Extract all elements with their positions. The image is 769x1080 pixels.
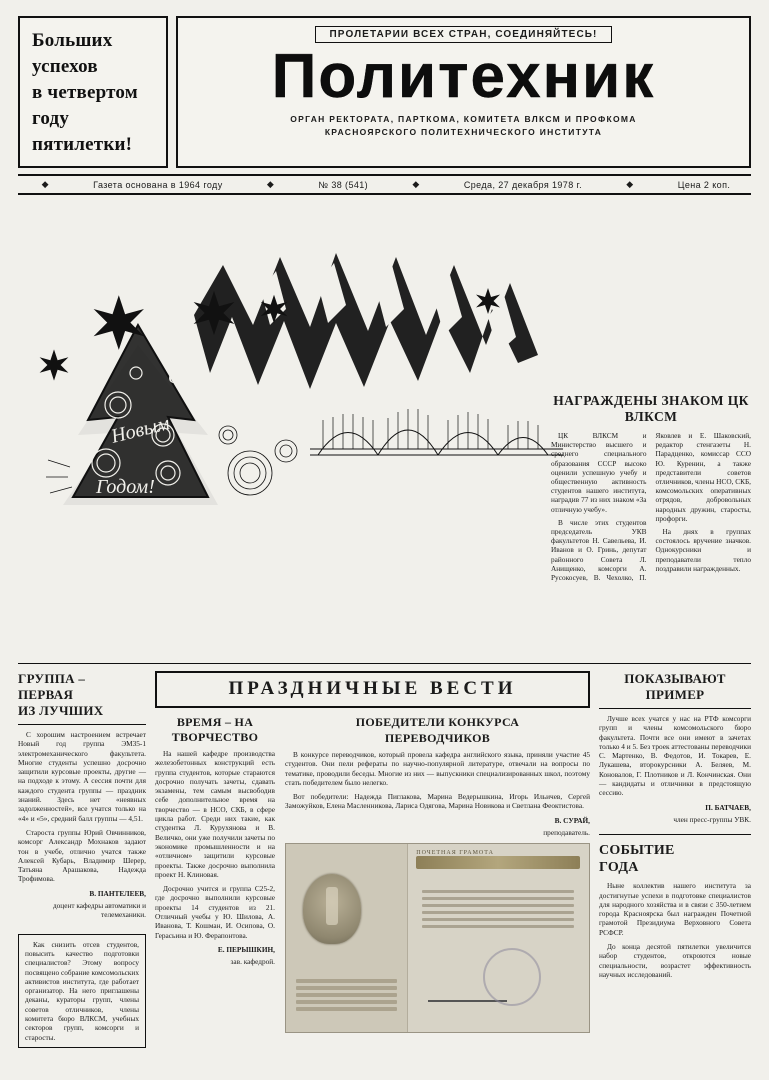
festive-block	[155, 671, 590, 1080]
issue-date: Среда, 27 декабря 1978 г.	[463, 179, 582, 190]
col1-par-2: Староста группы Юрий Овчинников, комсорг Александр Мохнаков задают тон в учебе, отлично учатся также Алексей Кубарь, Владимир Шерер, Татьяна Арашакова, Надежда Трофимова.	[18, 827, 146, 884]
col4-event-par-1: Ныне коллектив нашего института за достигнутые успехи в подготовке специалистов для народного хозяйства и в связи с 350-летием города Красноярска был награжден Почетной грамотой Президиума Верховного Совета РСФСР.	[599, 881, 751, 937]
col2-title-line-2: ТВОРЧЕСТВО	[171, 730, 259, 744]
badge-par-2: В числе этих студентов председатель УКВ факультетов Н. Савельева, И. Иванов и О. Гринь, депутат районного Совета Л. Анищенко, комсорги А. Русокосуев, В. Чехолко, П. Яковлев и Е. Шаковский, редактор стенгазеты Н. Парадценко, комиссар ССО Ю. Куренин, а также представители советов отличников, члены НСО, СКБ, комсомольских оперативных отрядов, добровольных народных дружин, старосты, профорги.	[551, 431, 751, 583]
organ-line-2: КРАСНОЯРСКОГО ПОЛИТЕХНИЧЕСКОГО ИНСТИТУТА	[324, 127, 603, 137]
col4-par-1: Лучше всех учатся у нас на РТФ комсорги групп и члены комсомольского бюро факультета. Почти все они имеют в зачетах только 4 и 5. Без троек аттестованы переводчики С. Мартенко, В. Федотов, И. Токарев, Е. Лукашева, второкурсники А. Беляев, М. Коновалов, Г. Плотников и Л. Кончинская. Они — кандидаты и отличники в предстоящую сессию.	[599, 714, 751, 798]
col3-par-2: Вот победители: Надежда Пиглакова, Марина Ведерышкина, Игорь Ильичев, Сергей Заможуйков, Елена Масленникова, Лариса Одягова, Марина Новикова и Светлана Феоктистова.	[285, 792, 590, 811]
col3-signature-role: преподаватель.	[543, 828, 590, 838]
col1-title-line-3: ИЗ ЛУЧШИХ	[18, 703, 104, 718]
col2-signature-name: Е. ПЕРЫШКИН,	[217, 944, 275, 954]
issue-number: № 38 (541)	[318, 179, 369, 190]
col1-boxed-text: Как снизить отсев студентов, повысить качество подготовки специалистов? Этому вопросу посвящено собрание комсомольских активистов института, где работает организатор. На него приглашены деканы, кураторы групп, члены советов отличников, члены комитета бюро ВЛКСМ, учебных секторов групп, комсорги и старосты.	[25, 939, 139, 1042]
col2-signature-role: зав. кафедрой.	[230, 957, 275, 967]
badge-par-1: ЦК ВЛКСМ и Министерство высшего и среднего специального образования СССР высоко оценили успешную учебу и общественную активность студентов нашего института, наградив 77 из них знаком «За отличную учебу».	[551, 431, 647, 514]
new-year-illustration	[18, 205, 578, 505]
col1-boxed-note	[18, 934, 146, 1048]
col3-body	[285, 750, 590, 811]
festive-banner: ПРАЗДНИЧНЫЕ ВЕСТИ	[155, 671, 590, 708]
col4-title: ПОКАЗЫВАЮТ ПРИМЕР	[624, 671, 726, 702]
slogan-box	[18, 16, 168, 168]
col4-signature-name: П. БАТЧАЕВ,	[705, 802, 751, 812]
masthead	[18, 16, 751, 168]
col2-par-2: Досрочно учится и группа С25-2, где досрочно выполнили курсовые проекты 14 студентов из 21. Отличный учебы у Ю. Шилова, А. Иванова, Т. Кошман, И. Осипова, О. Герасьина и Ю. Ферапонтова.	[155, 884, 275, 940]
slogan-line-2: успехов	[32, 56, 98, 77]
col3-par-1: В конкурсе переводчиков, который провела кафедра английского языка, приняли участие 45 студентов. Они пели рефераты по научно-популярной литературе, отвечали на вопросы по тематике, проводили беседы. Многие из них — выпускники специализированных школ, поэтому стать победителем было нелегко.	[285, 750, 590, 787]
diploma-title-bar	[416, 856, 580, 869]
column-translators-contest	[285, 715, 590, 1033]
svg-text:С: С	[168, 367, 181, 388]
diploma-body-lines	[422, 886, 574, 932]
diamond-icon-4: ◆	[626, 179, 634, 189]
col3-title-line-2: ПЕРЕВОДЧИКОВ	[384, 731, 491, 745]
diploma-left-panel	[286, 844, 408, 1032]
diamond-icon-2: ◆	[266, 179, 275, 189]
col4-event-title-line-2: ГОДА	[599, 860, 639, 876]
col3-signature-name: В. СУРАЙ,	[554, 815, 590, 825]
slogan-line-1: Больших	[32, 30, 113, 51]
col1-par-1: С хорошим настроением встречает Новый год группа ЭМ35-1 электромеханического факультета. Многие студенты успешно досрочно защитили курсовые проекты, другие — на подходе к этому. А сессия почти для каждого студента группы — праздник знаний. Здесь нет «неявных задолженностей», все учатся только на «4» и «5», средний балл группы — 4,51.	[18, 730, 146, 823]
organ-line-1: ОРГАН РЕКТОРАТА, ПАРТКОМА, КОМИТЕТА ВЛКСМ И ПРОФКОМА	[290, 114, 637, 124]
col2-title-line-1: ВРЕМЯ – НА	[176, 715, 254, 729]
col4-event-title-line-1: СОБЫТИЕ	[599, 843, 675, 859]
badge-article-title: НАГРАЖДЕНЫ ЗНАКОМ ЦК ВЛКСМ	[553, 393, 749, 424]
col1-signature-name: В. ПАНТЕЛЕЕВ,	[89, 888, 146, 898]
lower-section	[18, 663, 751, 1072]
price: Цена 2 коп.	[677, 179, 731, 190]
diploma-caption: ПОЧЕТНАЯ ГРАМОТА	[416, 850, 494, 856]
diploma-stamp-icon	[483, 948, 541, 1006]
col1-signature-role: доцент кафедры автоматики и телемеханики.	[52, 901, 146, 920]
col1-title-line-2: ПЕРВАЯ	[18, 687, 74, 702]
diamond-icon-1: ◆	[41, 179, 49, 189]
slogan-line-3: в четвертом	[32, 82, 138, 103]
column-time-for-creativity	[155, 715, 275, 1033]
diamond-icon-3: ◆	[412, 179, 420, 189]
col4-signature-role: член пресс-группы УВК.	[673, 814, 751, 824]
diploma-left-text-lines	[296, 976, 398, 1014]
svg-text:Годом!: Годом!	[96, 476, 155, 498]
badge-article	[551, 393, 751, 582]
col1-body	[18, 730, 146, 884]
diploma-photo	[285, 843, 590, 1033]
svg-text:Новым: Новым	[108, 412, 172, 448]
col2-par-1: На нашей кафедре производства железобетонных конструкций есть группа студентов, которые стараются досрочно получать зачеты, сдавать экзамены, тем самым высвободив себе дополнительное время на творчество — в НСО, СКБ, в сфере цикла работ. Среди них такие, как студентка Л. Курухянова и В. Величко, они уже получили зачеты по экономике промышленности и на «отличном» защитили курсовые проекты. Также досрочно выполнила проект Н. Клиновая.	[155, 749, 275, 879]
founded-text: Газета основана в 1964 году	[93, 179, 223, 190]
info-bar	[18, 174, 751, 195]
col4-body	[599, 714, 751, 798]
page-title: Политехник	[271, 42, 656, 111]
col2-body	[155, 749, 275, 940]
col4-event-par-2: До конца десятой пятилетки увеличится набор студентов, откроются новые специальности, возрастет эффективность научных исследований.	[599, 942, 751, 979]
col1-title-line-1: ГРУППА –	[18, 671, 86, 686]
illustration-area	[18, 205, 751, 583]
badge-article-body	[551, 431, 751, 582]
badge-par-3: На днях в группах состоялось вручение значков. Однокурсники и преподаватели тепло поздравили награжденных.	[655, 527, 751, 573]
title-box	[176, 16, 751, 168]
slogan-line-5: пятилетки!	[32, 134, 133, 155]
column-group-best	[18, 671, 146, 1080]
slogan-line-4: году	[32, 108, 70, 129]
col4-event-body	[599, 881, 751, 979]
soviet-emblem-icon	[303, 874, 361, 944]
column-example	[599, 671, 751, 1080]
proletarii-slogan: ПРОЛЕТАРИИ ВСЕХ СТРАН, СОЕДИНЯЙТЕСЬ!	[315, 26, 613, 43]
col3-title-line-1: ПОБЕДИТЕЛИ КОНКУРСА	[355, 715, 520, 729]
